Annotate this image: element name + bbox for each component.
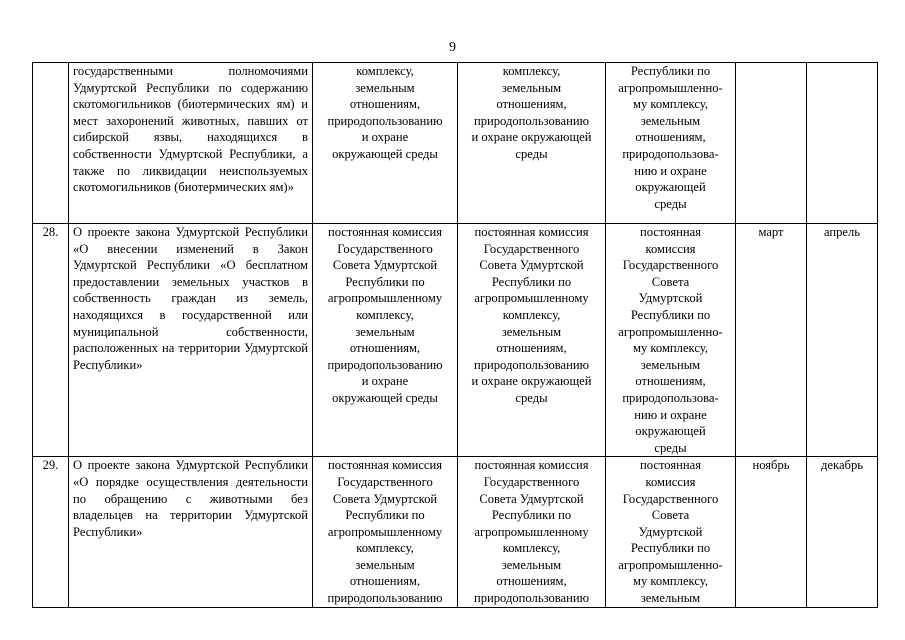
cell-line: отношениям, [496,341,567,356]
preparing-committee [606,224,736,457]
cell-line: природопользованию [327,591,443,606]
cell-line: агропромышленному [327,291,443,306]
cell-line: и охране [361,374,409,389]
cell-line: среды [654,196,687,211]
cell-line: комплексу, [502,64,561,78]
cell-line: му комплексу, [633,341,708,356]
cell-line: Республики по [630,541,711,556]
table-row [33,224,878,457]
cell-line: Удмуртской [638,524,703,539]
plan-table [32,62,878,608]
cell-line: земельным [640,113,701,128]
cell-line: Совета Удмуртской [479,491,584,506]
cell-line: земельным [355,324,415,339]
cell-line: отношениям, [496,574,567,589]
cell-line: и охране окружающей [471,130,592,145]
cell-line: земельным [501,80,562,95]
cell-line: Республики по [630,307,711,322]
cell-line: комплексу, [356,541,414,556]
row-description: О проекте закона Удмуртской Республики «О порядке осуществления деятельности по обращению с животными без владельцев на территории Удмуртской Республики» [69,457,313,607]
start-month: ноябрь [736,457,807,607]
end-month: декабрь [807,457,878,607]
row-number: 29. [33,457,69,607]
cell-line: агропромышленному [474,291,589,306]
preparing-committee [606,63,736,224]
cell-line: природопользованию [473,357,590,372]
cell-line: агропромышленному [327,524,443,539]
cell-line: Республики по [630,64,711,78]
cell-line: природопользованию [327,357,443,372]
cell-line: среды [654,440,687,455]
cell-line: комплексу, [356,307,414,322]
cell-line: комплексу, [502,541,561,556]
cell-line: среды [515,146,548,161]
cell-line: агропромышленно- [618,324,723,339]
cell-line: земельным [355,557,415,572]
cell-line: Совета Удмуртской [332,491,438,506]
row-number: 28. [33,224,69,457]
cell-line: окружающей среды [332,146,438,161]
cell-line: отношениям, [349,341,421,356]
row-description: О проекте закона Удмуртской Республики «О внесении изменений в Закон Удмуртской Республики «О бесплатном предоставлении земельных участков в собственность граждан из земель, находящихся в государственной или муниципальной собственности, расположенных на территории Удмуртской Республики» [69,224,313,457]
cell-line: отношениям, [349,574,421,589]
cell-line: Республики по [491,274,572,289]
cell-line: нию и охране [634,407,707,422]
cell-line: земельным [501,557,562,572]
start-month: март [736,224,807,457]
cell-line: нию и охране [634,163,707,178]
cell-line: агропромышленному [474,524,589,539]
co-executor-committee [458,457,606,607]
cell-line: постоянная комиссия [474,458,589,473]
cell-line: Республики по [345,508,425,523]
page-number: 9 [449,40,456,55]
co-executor-committee [458,63,606,224]
cell-line: Республики по [491,508,572,523]
cell-line: земельным [640,357,701,372]
cell-line: Совета [651,508,690,523]
cell-line: природопользованию [473,113,590,128]
cell-line: Удмуртской [638,291,703,306]
cell-line: природопользованию [327,113,443,128]
cell-line: Государственного [337,474,433,489]
cell-line: Государственного [622,491,719,506]
row-number [33,63,69,224]
responsible-committee [313,63,458,224]
cell-line: агропромышленно- [618,557,723,572]
preparing-committee [606,457,736,607]
table-row [33,457,878,607]
table-row [33,63,878,224]
cell-line: земельным [355,80,415,95]
cell-line: земельным [501,324,562,339]
cell-line: комплексу, [502,307,561,322]
responsible-committee [313,224,458,457]
row-description: государственными полномочиями Удмуртской Республики по содержанию скотомогильников (биотермических ям) и мест захоронений животных, павших от сибирской язвы, находящихся в собственности Удмуртской Республики, а также по ликвидации неиспользуемых скотомогильников (биотермических ям)» [69,63,313,224]
cell-line: отношениям, [496,97,567,112]
end-month: апрель [807,224,878,457]
cell-line: Совета Удмуртской [332,258,438,273]
cell-line: Государственного [622,258,719,273]
cell-line: отношениям, [349,97,421,112]
cell-line: му комплексу, [633,574,708,589]
cell-line: постоянная комиссия [327,225,443,239]
cell-line: комиссия [645,241,696,256]
cell-line: постоянная [640,225,701,239]
cell-line: постоянная комиссия [327,458,443,473]
cell-line: отношениям, [635,374,706,389]
cell-line: Совета Удмуртской [479,258,584,273]
cell-line: окружающей среды [332,390,438,405]
cell-line: Государственного [483,241,580,256]
cell-line: окружающей [635,424,706,439]
cell-line: комплексу, [356,64,414,78]
cell-line: среды [515,390,548,405]
start-month [736,63,807,224]
end-month [807,63,878,224]
cell-line: постоянная [640,458,701,473]
cell-line: Республики по [345,274,425,289]
cell-line: Государственного [337,241,433,256]
cell-line: Совета [651,274,690,289]
cell-line: отношениям, [635,130,706,145]
cell-line: природопользованию [473,591,590,606]
cell-line: Государственного [483,474,580,489]
cell-line: природопользова- [622,390,719,405]
cell-line: агропромышленно- [618,80,723,95]
cell-line: комиссия [645,474,696,489]
cell-line: му комплексу, [633,97,708,112]
cell-line: земельным [640,591,701,606]
cell-line: окружающей [635,180,706,195]
cell-line: и охране окружающей [471,374,592,389]
cell-line: и охране [361,130,409,145]
responsible-committee [313,457,458,607]
cell-line: постоянная комиссия [474,225,589,239]
cell-line: природопользова- [622,146,719,161]
co-executor-committee [458,224,606,457]
